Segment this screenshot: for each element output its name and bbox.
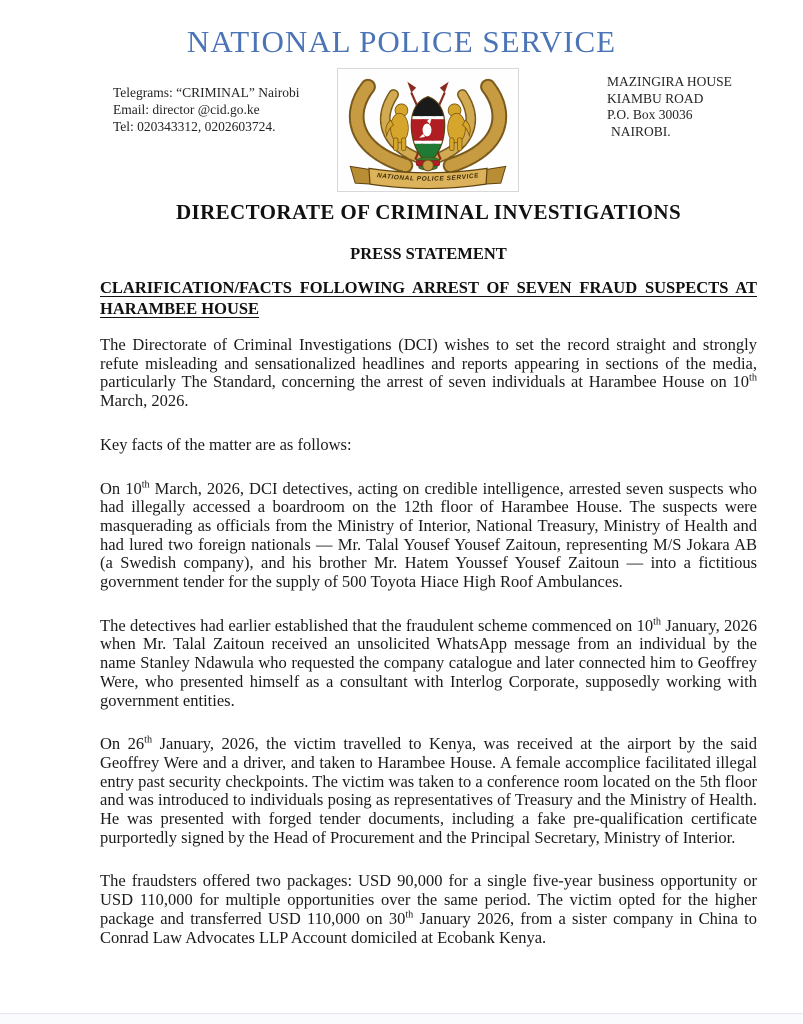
org-heading: DIRECTORATE OF CRIMINAL INVESTIGATIONS [175, 200, 682, 224]
address-line: P.O. Box 30036 [607, 107, 693, 122]
tel-line: Tel: 020343312, 0202603724. [113, 119, 276, 134]
subject-heading [100, 277, 757, 319]
contact-block [113, 84, 300, 135]
crest-banner-text: NATIONAL POLICE SERVICE [376, 172, 480, 183]
telegrams-line: Telegrams: “CRIMINAL” Nairobi [113, 85, 300, 100]
page-edge [0, 1013, 803, 1024]
subject-line: CLARIFICATION/FACTS FOLLOWING ARREST OF SEVEN FRAUD SUSPECTS AT [100, 278, 757, 297]
letterhead [0, 0, 803, 196]
service-title: NATIONAL POLICE SERVICE [186, 24, 617, 59]
email-line: Email: director @cid.go.ke [113, 102, 260, 117]
address-line: MAZINGIRA HOUSE [607, 74, 732, 89]
address-line: NAIROBI. [611, 123, 671, 139]
paragraph: The Directorate of Criminal Investigations (DCI) wishes to set the record straight and strongly refute misleading and sensationalized headlines and reports appearing in sections of the media, particularly The Standard, concerning the arrest of seven individuals at Harambee House on 10th March, 2026. [100, 335, 757, 411]
police-crest-icon [338, 69, 518, 191]
document [0, 200, 803, 947]
address-line: KIAMBU ROAD [607, 90, 704, 106]
paragraph: On 10th March, 2026, DCI detectives, acting on credible intelligence, arrested seven suspects who had illegally accessed a boardroom on the 12th floor of Harambee House. The suspects were masquerading as officials from the Ministry of Interior, National Treasury, Ministry of Health and had lured two foreign nationals — Mr. Talal Yousef Yousef Zaitoun, representing M/S Jokara AB (a Swedish company), and his brother Mr. Hatem Youssef Yousef Zaitoun — into a fictitious government tender for the supply of 500 Toyota Hiace High Roof Ambulances. [100, 478, 757, 592]
paragraph: Key facts of the matter are as follows: [100, 434, 352, 454]
police-crest-logo [337, 68, 519, 192]
paragraph: On 26th January, 2026, the victim travelled to Kenya, was received at the airport by the said Geoffrey Were and a driver, and taken to Harambee House. A female accomplice facilitated illegal entry past security checkpoints. The victim was taken to a conference room located on the 5th floor and was introduced to individuals posing as representatives of Treasury and the Ministry of Health. He was presented with forged tender documents, including a fake pre-qualification certificate purportedly signed by the Head of Procurement and the Principal Secretary, Ministry of Interior. [100, 734, 757, 847]
address-block [607, 74, 732, 140]
document-body [100, 336, 757, 947]
paragraph: The detectives had earlier established that the fraudulent scheme commenced on 10th January, 2026 when Mr. Talal Zaitoun received an unsolicited WhatsApp message from an individual by the name Stanley Ndawula who requested the company catalogue and later connected him to Geoffrey Were, who presented himself as a consultant with Interlog Corporate, supposedly working with government entities. [100, 615, 757, 710]
doc-type-heading: PRESS STATEMENT [350, 244, 507, 263]
subject-line: HARAMBEE HOUSE [100, 299, 260, 318]
paragraph: The fraudsters offered two packages: USD 90,000 for a single five-year business opportunity or USD 110,000 for multiple opportunities over the same period. The victim opted for the higher package and transferred USD 110,000 on 30th January 2026, from a sister company in China to Conrad Law Advocates LLP Account domiciled at Ecobank Kenya. [100, 871, 758, 947]
